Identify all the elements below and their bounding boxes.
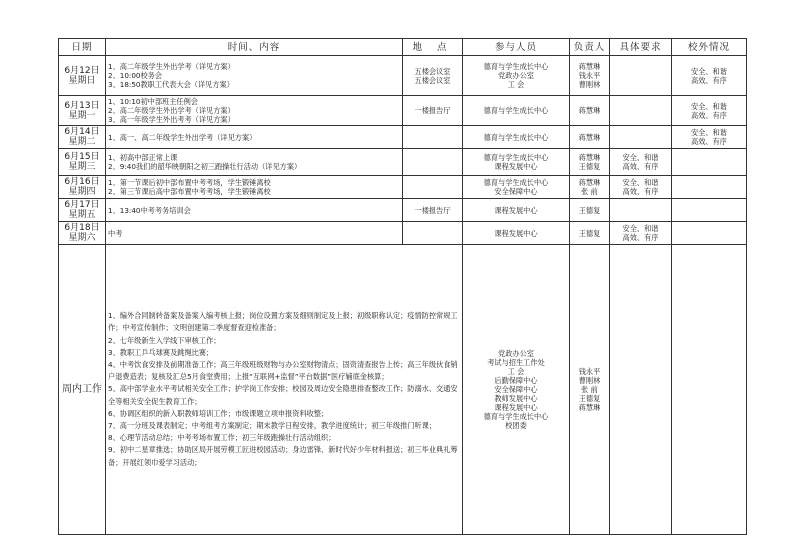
- schedule-body: [59, 56, 747, 535]
- table-row: [59, 222, 747, 245]
- date-cell-line: 6月15日: [64, 152, 100, 162]
- external-cell-line: 安全、和谐: [691, 128, 727, 137]
- content-cell: [106, 96, 403, 126]
- content-cell-line: 3、高一年级学生外出考考（详见方案）: [108, 115, 235, 124]
- week-content-cell-line: 3、教职工乒乓球赛及跳绳比赛；: [108, 347, 214, 357]
- content-cell: [106, 199, 403, 222]
- participants-cell: [463, 222, 570, 245]
- content-cell-line: 3、18:50教职工代表大会（详见方案）: [108, 80, 234, 89]
- date-cell-line: 6月14日: [64, 127, 100, 137]
- requirement-cell: [610, 176, 672, 199]
- date-cell-line: 星期三: [68, 162, 96, 172]
- location-cell: [403, 149, 463, 176]
- week-content-cell-line: 7、高一分班及课表制定；中考组考方案制定；期末教学日程安排，教学进度统计；初三年级推门听课；: [108, 421, 437, 430]
- participants-cell-line: 课程发展中心: [494, 228, 538, 238]
- week-participants-cell-line: 安全保障中心: [494, 385, 538, 394]
- participants-cell-line: 德育与学生成长中心: [483, 132, 549, 142]
- date-cell: [59, 149, 106, 176]
- external-cell: [672, 199, 747, 222]
- week-requirement-cell: [610, 245, 672, 535]
- week-participants-cell: [463, 245, 570, 535]
- owner-cell-line: 曹刚林: [578, 80, 601, 89]
- header-row: [59, 39, 747, 56]
- participants-cell: [463, 176, 570, 199]
- location-cell-line: 五楼会议室: [414, 75, 451, 85]
- week-participants-cell-line: 德育与学生成长中心: [483, 412, 549, 421]
- table-row: [59, 199, 747, 222]
- location-cell: [403, 56, 463, 96]
- week-content-cell: [106, 245, 463, 535]
- week-participants-cell-line: 党政办公室: [498, 349, 534, 358]
- participants-cell-line: 德育与学生成长中心: [483, 106, 549, 115]
- week-content-cell-line: 4、中考饮食安排及前期准备工作；高三年级班级财物与办公室财物清点；固资清查报告上传；高三年级伙食销户退费造表；复核及汇总5月食堂费用；上报“互联网+监督”平台数据”医疗辅底金核算；: [108, 359, 458, 382]
- location-cell: [403, 126, 463, 149]
- requirement-cell: [610, 149, 672, 176]
- week-content-cell-line: 5、高中部学业水平考试相关安全工作；护学岗工作安排；校园及周边安全隐患排查整改工作；防溺水、交通安全等相关安全促生教育工作；: [108, 384, 458, 406]
- date-cell: [59, 199, 106, 222]
- requirement-cell: [610, 126, 672, 149]
- location-cell-line: 一楼报告厅: [414, 205, 451, 215]
- content-cell-line: 2、高二年级学生外出学考（详见方案）: [108, 106, 235, 115]
- participants-cell-line: 德育与学生成长中心: [483, 153, 549, 162]
- header-participants: 参与人员: [463, 39, 570, 56]
- owner-cell-line: 钱永平: [578, 71, 601, 80]
- external-cell: [672, 126, 747, 149]
- date-cell: [59, 126, 106, 149]
- owner-cell: [570, 199, 610, 222]
- external-cell-line: 高效、有序: [691, 75, 727, 85]
- participants-cell: [463, 149, 570, 176]
- week-owner-cell-line: 曹刚林: [578, 376, 601, 385]
- participants-cell-line: 工 会: [507, 80, 525, 89]
- participants-cell-line: 德育与学生成长中心: [483, 178, 549, 187]
- content-cell-line: 2、10:00校务会: [108, 71, 163, 80]
- weekly-schedule-table: [58, 38, 747, 535]
- external-cell-line: 高效、有序: [691, 137, 727, 146]
- week-participants-cell-line: 课程发展中心: [494, 403, 538, 412]
- content-cell-line: 2、9:40我们的韶华映朝阳之初三跑操壮行活动（详见方案）: [108, 162, 302, 171]
- date-cell-line: 6月12日: [64, 65, 100, 76]
- date-cell-line: 星期一: [68, 110, 96, 121]
- requirement-cell-line: 高效、有序: [622, 187, 659, 196]
- content-cell-line: 1、高一、高二年级学生外出学考（详见方案）: [108, 132, 257, 142]
- content-cell-line: 2、第三节课后高中部布置中考考场，学生锻锤离校: [108, 187, 271, 196]
- location-cell: [403, 96, 463, 126]
- location-cell: [403, 222, 463, 245]
- table-row: [59, 96, 747, 126]
- location-cell-line: 一楼报告厅: [414, 106, 451, 115]
- header-external: 校外情况: [672, 39, 747, 56]
- external-cell-line: 安全、和谐: [691, 66, 727, 76]
- date-cell-line: 星期六: [68, 233, 96, 243]
- requirement-cell-line: 高效、有序: [622, 162, 659, 171]
- participants-cell: [463, 56, 570, 96]
- requirement-cell-line: 高效、有序: [622, 233, 659, 242]
- requirement-cell: [610, 222, 672, 245]
- table-row: [59, 176, 747, 199]
- date-cell-line: 6月17日: [64, 200, 100, 210]
- requirement-cell-line: 安全、和谐: [622, 153, 659, 162]
- date-cell: [59, 176, 106, 199]
- participants-cell-line: 课程发展中心: [494, 205, 538, 215]
- date-cell-line: 星期日: [68, 75, 96, 86]
- week-participants-cell-line: 考试与招生工作处: [487, 358, 545, 367]
- date-cell-line: 6月18日: [64, 223, 100, 233]
- owner-cell: [570, 56, 610, 96]
- week-owner-cell-line: 王德复: [578, 394, 601, 403]
- content-cell: [106, 56, 403, 96]
- owner-cell: [570, 126, 610, 149]
- content-cell-line: 1、初高中部正常上课: [108, 153, 178, 162]
- owner-cell-line: 王德复: [578, 205, 601, 215]
- requirement-cell: [610, 56, 672, 96]
- header-date: 日期: [59, 39, 106, 56]
- external-cell: [672, 222, 747, 245]
- owner-cell-line: 蒋慧琳: [578, 178, 601, 187]
- date-cell-line: 6月13日: [64, 100, 100, 111]
- week-content-cell-line: 6、协调区组织的新入职教师培训工作；市级课题立项申报资料收整；: [108, 408, 329, 418]
- content-cell: [106, 126, 403, 149]
- week-participants-cell-line: 教师发展中心: [494, 394, 538, 403]
- owner-cell: [570, 176, 610, 199]
- participants-cell-line: 课程发展中心: [494, 162, 538, 171]
- owner-cell-line: 蒋慧琳: [578, 132, 601, 142]
- week-participants-cell-line: 校团委: [505, 421, 527, 430]
- external-cell: [672, 56, 747, 96]
- owner-cell-line: 蒋慧琳: [578, 153, 601, 162]
- external-cell-line: 高效、有序: [691, 110, 727, 120]
- requirement-cell: [610, 96, 672, 126]
- week-owner-cell: [570, 245, 610, 535]
- owner-cell-line: 王德复: [578, 162, 601, 171]
- owner-cell-line: 蒋慧琳: [578, 106, 601, 115]
- content-cell-line: 1、13:40中考考务培训会: [108, 205, 191, 215]
- requirement-cell-line: 安全、和谐: [622, 224, 659, 233]
- header-requirement: 具体要求: [610, 39, 672, 56]
- date-cell: [59, 222, 106, 245]
- week-owner-cell-line: 蒋慧琳: [578, 403, 601, 412]
- content-cell: [106, 222, 403, 245]
- week-content-cell-line: 8、心理节活动总结；中考考场布置工作；初三年级跑操壮行活动组织；: [108, 433, 336, 443]
- content-cell-line: 1、10:10初中部班主任例会: [108, 97, 198, 106]
- content-cell: [106, 149, 403, 176]
- participants-cell-line: 德育与学生成长中心: [483, 62, 549, 71]
- participants-cell-line: 党政办公室: [498, 71, 534, 80]
- date-cell-line: 星期四: [68, 187, 96, 197]
- external-cell: [672, 149, 747, 176]
- week-owner-cell-line: 钱永平: [578, 367, 601, 376]
- participants-cell: [463, 126, 570, 149]
- week-content-cell-line: 1、编外合同制转备案及备案入编考核上报；岗位设置方案及细则制定及上报；初级职称认定；疫情防控常规工作；中考宣传制作；文明创建第二季度督查迎检准备；: [108, 311, 458, 333]
- week-owner-cell-line: 张 前: [581, 385, 598, 394]
- table-row: [59, 126, 747, 149]
- date-cell-line: 星期五: [68, 210, 96, 220]
- participants-cell-line: 安全保障中心: [494, 187, 538, 196]
- week-external-cell: [672, 245, 747, 535]
- week-participants-cell-line: 后勤保障中心: [494, 376, 538, 385]
- owner-cell: [570, 149, 610, 176]
- week-work-row: [59, 245, 747, 535]
- date-cell: [59, 56, 106, 96]
- participants-cell: [463, 96, 570, 126]
- location-cell: [403, 199, 463, 222]
- header-location: 地 点: [403, 39, 463, 56]
- content-cell-line: 中考: [108, 228, 123, 238]
- external-cell: [672, 96, 747, 126]
- content-cell-line: 1、高二年级学生外出学考（详见方案）: [108, 62, 235, 71]
- owner-cell-line: 张 前: [581, 187, 598, 196]
- owner-cell: [570, 96, 610, 126]
- week-content-cell-line: 9、初中二星章推选；协助区局开展劳模工匠进校园活动；身边雷锋、新时代好少年材料报送；初三毕业典礼筹备；开展红领巾爱学习活动；: [108, 445, 458, 467]
- header-content: 时间、内容: [106, 39, 403, 56]
- external-cell-line: 安全、和谐: [691, 101, 727, 111]
- week-content-cell-line: 2、七年级新生入学线下审核工作；: [108, 335, 221, 345]
- location-cell-line: 五楼会议室: [414, 66, 451, 76]
- week-work-label: 周内工作: [59, 245, 106, 535]
- owner-cell-line: 蒋慧琳: [578, 62, 601, 71]
- owner-cell: [570, 222, 610, 245]
- owner-cell-line: 王德复: [578, 228, 601, 238]
- date-cell-line: 星期二: [68, 137, 96, 147]
- header-owner: 负责人: [570, 39, 610, 56]
- requirement-cell-line: 安全、和谐: [622, 178, 659, 187]
- content-cell-line: 1、第一节课后初中部布置中考考场，学生锻锤离校: [108, 178, 271, 187]
- requirement-cell: [610, 199, 672, 222]
- external-cell: [672, 176, 747, 199]
- date-cell-line: 6月16日: [64, 177, 100, 187]
- location-cell: [403, 176, 463, 199]
- participants-cell: [463, 199, 570, 222]
- content-cell: [106, 176, 403, 199]
- table-row: [59, 149, 747, 176]
- week-participants-cell-line: 工 会: [507, 367, 525, 376]
- date-cell: [59, 96, 106, 126]
- table-row: [59, 56, 747, 96]
